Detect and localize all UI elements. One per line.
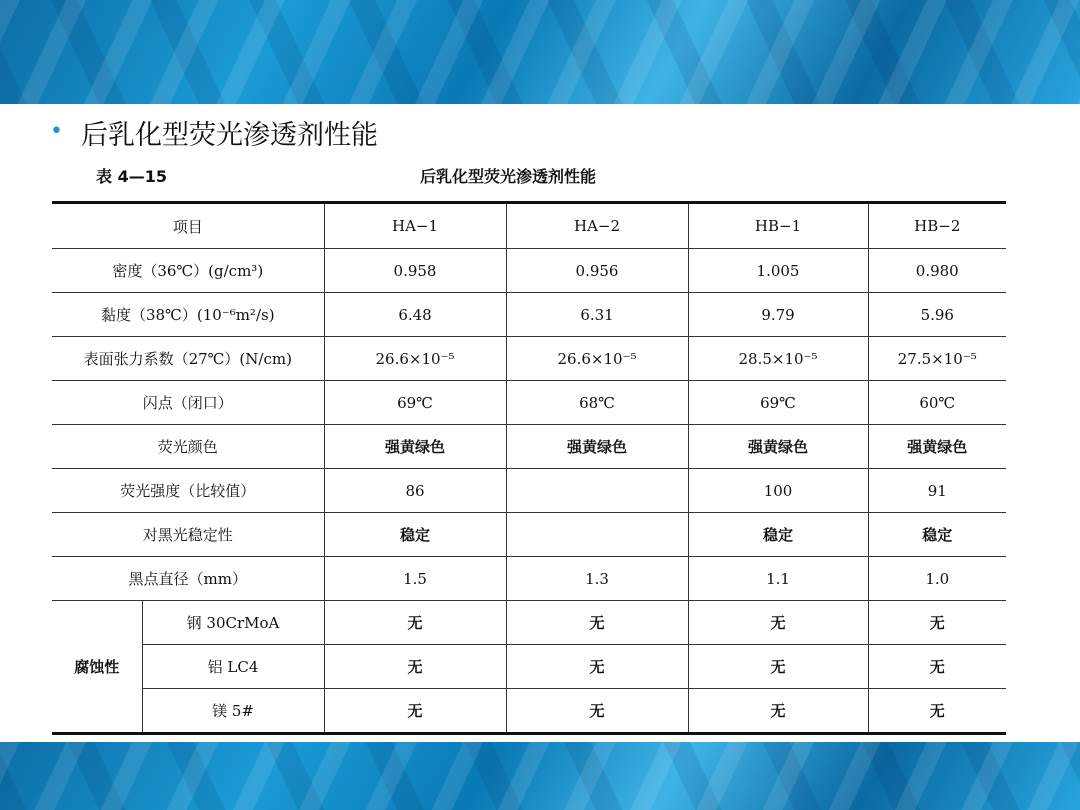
row-label: 镁 5# (142, 689, 324, 734)
table-cell: 无 (688, 689, 868, 734)
table-cell: 稳定 (324, 513, 506, 557)
row-label: 黏度（38℃）(10⁻⁶m²/s) (52, 293, 324, 337)
table-cell: 27.5×10⁻⁵ (868, 337, 1006, 381)
table-cell: 强黄绿色 (324, 425, 506, 469)
header-ha1: HA−1 (324, 203, 506, 249)
table-cell: 无 (506, 645, 688, 689)
table-cell: 69℃ (324, 381, 506, 425)
table-cell: 6.31 (506, 293, 688, 337)
table-row (52, 425, 1006, 469)
table-cell: 无 (688, 601, 868, 645)
table-cell: 86 (324, 469, 506, 513)
row-label: 密度（36℃）(g/cm³) (52, 249, 324, 293)
bottom-banner (0, 742, 1080, 810)
table-row (52, 381, 1006, 425)
row-label: 荧光颜色 (52, 425, 324, 469)
table-cell: 1.0 (868, 557, 1006, 601)
header-ha2: HA−2 (506, 203, 688, 249)
table-cell: 0.980 (868, 249, 1006, 293)
table-row (52, 293, 1006, 337)
table-cell: 强黄绿色 (688, 425, 868, 469)
table-cell: 强黄绿色 (868, 425, 1006, 469)
table-cell: 无 (324, 601, 506, 645)
table-row (52, 513, 1006, 557)
table-cell: 1.5 (324, 557, 506, 601)
table-cell: 强黄绿色 (506, 425, 688, 469)
table-cell: 0.958 (324, 249, 506, 293)
table-cell: 稳定 (688, 513, 868, 557)
row-label: 黑点直径（mm） (52, 557, 324, 601)
table-cell: 9.79 (688, 293, 868, 337)
table-row (52, 601, 1006, 645)
row-label: 闪点（闭口） (52, 381, 324, 425)
table-row (52, 337, 1006, 381)
table-cell: 1.3 (506, 557, 688, 601)
table-cell: 68℃ (506, 381, 688, 425)
table-row (52, 249, 1006, 293)
row-label: 钢 30CrMoA (142, 601, 324, 645)
table-cell (506, 513, 688, 557)
table-cell: 无 (868, 601, 1006, 645)
table-cell: 6.48 (324, 293, 506, 337)
table-cell: 69℃ (688, 381, 868, 425)
top-banner (0, 0, 1080, 104)
slide-heading (50, 112, 378, 152)
table-cell: 稳定 (868, 513, 1006, 557)
table-cell: 26.6×10⁻⁵ (506, 337, 688, 381)
table-cell: 无 (324, 689, 506, 734)
row-label: 表面张力系数（27℃）(N/cm) (52, 337, 324, 381)
row-label: 荧光强度（比较值） (52, 469, 324, 513)
table-cell: 100 (688, 469, 868, 513)
slide-title: 后乳化型荧光渗透剂性能 (80, 119, 378, 151)
table-row (52, 557, 1006, 601)
table-row (52, 689, 1006, 734)
table-cell: 无 (868, 645, 1006, 689)
table-cell: 无 (868, 689, 1006, 734)
table-cell: 1.005 (688, 249, 868, 293)
bullet-icon: • (50, 119, 63, 144)
table-cell: 28.5×10⁻⁵ (688, 337, 868, 381)
table-cell (506, 469, 688, 513)
table-cell: 26.6×10⁻⁵ (324, 337, 506, 381)
table-cell: 无 (506, 601, 688, 645)
table-row (52, 645, 1006, 689)
table-title: 后乳化型荧光渗透剂性能 (420, 167, 597, 186)
table-cell: 5.96 (868, 293, 1006, 337)
table-cell: 60℃ (868, 381, 1006, 425)
row-label: 铝 LC4 (142, 645, 324, 689)
corrosion-label: 腐蚀性 (52, 601, 142, 734)
table-cell: 91 (868, 469, 1006, 513)
table-row (52, 469, 1006, 513)
header-item: 项目 (52, 203, 324, 249)
row-label: 对黑光稳定性 (52, 513, 324, 557)
table-cell: 无 (324, 645, 506, 689)
table-cell: 1.1 (688, 557, 868, 601)
performance-table (52, 201, 1006, 735)
table-cell: 无 (506, 689, 688, 734)
table-header-row (52, 203, 1006, 249)
header-hb2: HB−2 (868, 203, 1006, 249)
header-hb1: HB−1 (688, 203, 868, 249)
table-cell: 无 (688, 645, 868, 689)
table-number: 表 4—15 (96, 167, 167, 186)
table-cell: 0.956 (506, 249, 688, 293)
